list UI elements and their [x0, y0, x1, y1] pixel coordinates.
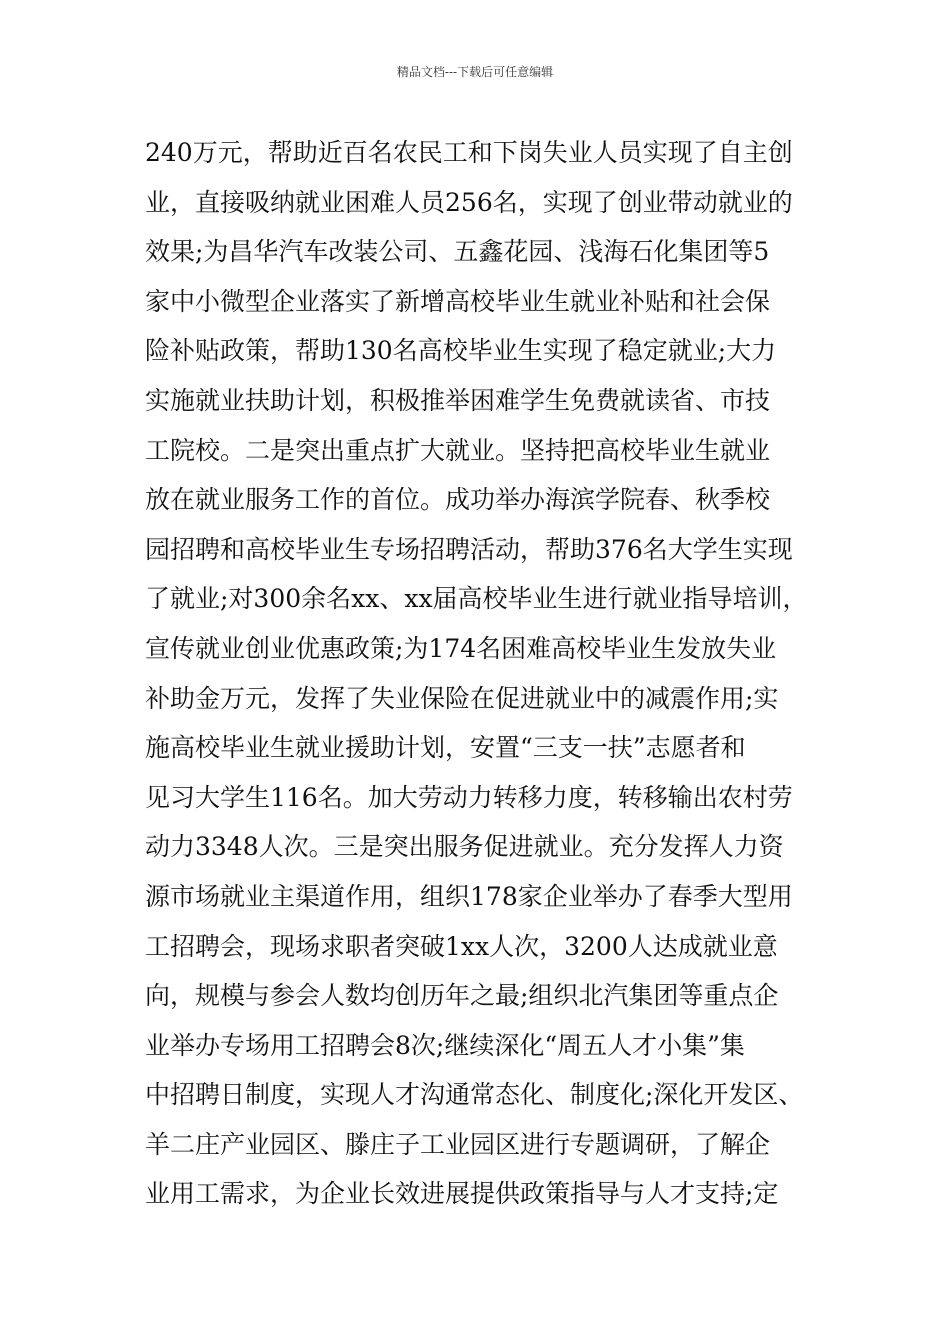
text-line: 工院校。二是突出重点扩大就业。坚持把高校毕业生就业: [145, 435, 771, 465]
text-line: 放在就业服务工作的首位。成功举办海滨学院春、秋季校: [145, 485, 771, 515]
text-line: 业举办专场用工招聘会8次;继续深化“周五人才小集”集: [145, 1030, 745, 1060]
text-line: 施高校毕业生就业援助计划，安置“三支一扶”志愿者和: [145, 733, 746, 763]
text-line: 实施就业扶助计划，积极推举困难学生免费就读省、市技: [145, 385, 771, 415]
text-line: 中招聘日制度，实现人才沟通常态化、制度化;深化开发区、: [145, 1080, 804, 1110]
text-line: 240万元，帮助近百名农民工和下岗失业人员实现了自主创: [145, 138, 793, 167]
document-body: [145, 128, 810, 1219]
text-line: 源市场就业主渠道作用，组织178家企业举办了春季大型用: [145, 881, 793, 911]
text-line: 羊二庄产业园区、滕庄子工业园区进行专题调研，了解企: [145, 1129, 771, 1159]
text-line: 效果;为昌华汽车改装公司、五鑫花园、浅海石化集团等5: [145, 237, 770, 267]
page-header: 精品文档---下载后可任意编辑: [396, 65, 554, 79]
text-line: 宣传就业创业优惠政策;为174名困难高校毕业生发放失业: [145, 633, 777, 663]
text-line: 园招聘和高校毕业生专场招聘活动，帮助376名大学生实现: [145, 534, 793, 564]
text-line: 险补贴政策，帮助130名高校毕业生实现了稳定就业;大力: [145, 336, 777, 366]
text-line: 了就业;对300余名xx、xx届高校毕业生进行就业指导培训，: [145, 584, 808, 614]
text-line: 见习大学生116名。加大劳动力转移力度，转移输出农村劳: [145, 782, 793, 812]
text-line: 业，直接吸纳就业困难人员256名，实现了创业带动就业的: [145, 187, 793, 217]
text-line: 向，规模与参会人数均创历年之最;组织北汽集团等重点企: [145, 981, 779, 1011]
text-line: 补助金万元，发挥了失业保险在促进就业中的减震作用;实: [145, 683, 779, 713]
text-line: 家中小微型企业落实了新增高校毕业生就业补贴和社会保: [145, 286, 771, 316]
text-line: 工招聘会，现场求职者突破1xx人次，3200人达成就业意: [145, 931, 778, 961]
text-line: 业用工需求，为企业长效进展提供政策指导与人才支持;定: [145, 1179, 779, 1209]
text-line: 动力3348人次。三是突出服务促进就业。充分发挥人力资: [145, 832, 784, 862]
